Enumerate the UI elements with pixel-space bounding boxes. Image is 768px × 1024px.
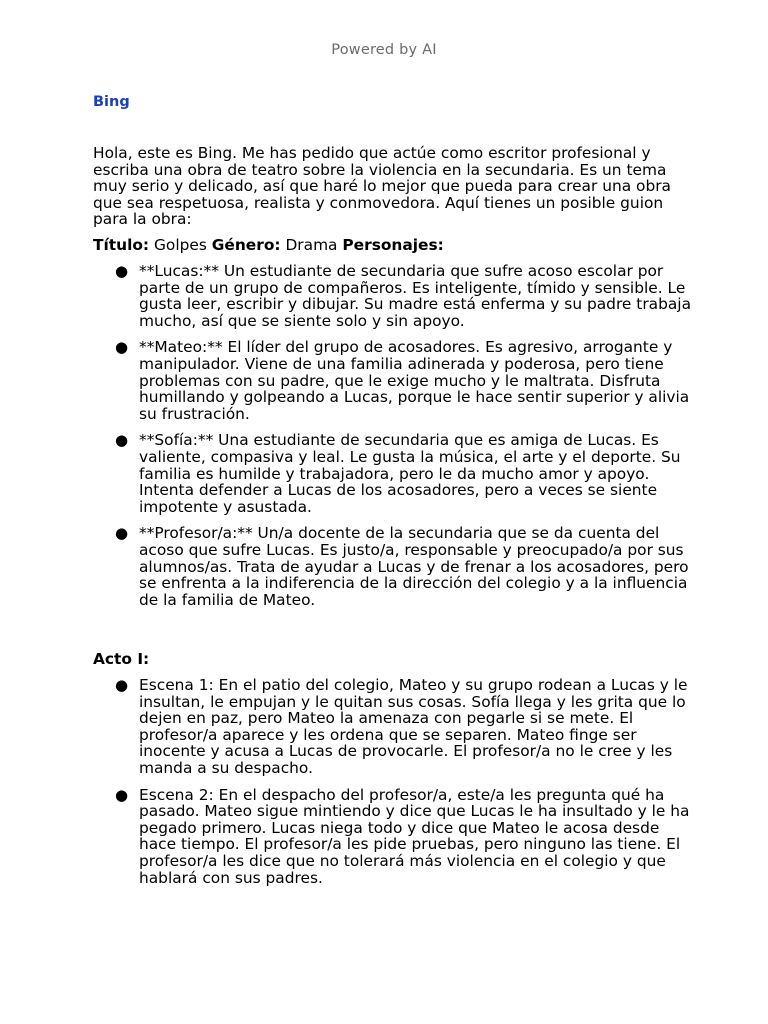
bullet-icon: ● [115, 676, 129, 694]
play-meta-line [93, 237, 693, 254]
character-description: **Mateo:** El líder del grupo de acosadores. Es agresivo, arrogante y manipulador. Viene de una familia adinerada y poderosa, pero tiene problemas con su padre, que le exige mucho y le maltrata. Disfruta humillando y golpeando a Lucas, porque le hace sentir superior y alivia su frustración. [139, 338, 690, 423]
list-item [93, 263, 693, 329]
intro-paragraph: Hola, este es Bing. Me has pedido que actúe como escritor profesional y escriba una obra de teatro sobre la violencia en la secundaria. Es un tema muy serio y delicado, así que haré lo mejor que pueda para crear una obra que sea respetuosa, realista y conmovedora. Aquí tienes un posible guion para la obra: [93, 144, 671, 229]
bullet-icon: ● [115, 785, 129, 804]
list-item [93, 432, 693, 515]
powered-by-label: Powered by AI [331, 42, 437, 58]
character-description: **Sofía:** Una estudiante de secundaria que es amiga de Lucas. Es valiente, compasiva y leal. Le gusta la música, el arte y el deporte. Su familia es humilde y trabajadora, pero le da mucho amor y apoyo. Intenta defender a Lucas de los acosadores, pero a veces se siente impotente y asustada. [139, 431, 681, 516]
scenes-list [93, 677, 693, 896]
genre-value: Drama [280, 236, 343, 254]
list-item [93, 677, 693, 777]
title-label: Título: [93, 236, 150, 254]
genre-label: Género: [211, 236, 281, 254]
character-description: **Profesor/a:** Un/a docente de la secundaria que se da cuenta del acoso que sufre Lucas. Es justo/a, responsable y preocupado/a por sus alumnos/as. Trata de ayudar a Lucas y de frenar a los acosadores, pero se enfrenta a la indiferencia de la dirección del colegio y a la influencia de la familia de Mateo. [139, 524, 689, 609]
bullet-icon: ● [115, 524, 129, 543]
title-value: Golpes [149, 236, 212, 254]
act-heading: Acto I: [93, 650, 150, 668]
author-name: Bing [93, 94, 130, 110]
scene-description: Escena 2: En el despacho del profesor/a, este/a les pregunta qué ha pasado. Mateo sigue mintiendo y dice que Lucas le ha insultado y le ha pegado primero. Lucas niega todo y dice que Mateo le acosa desde hace tiempo. El profesor/a les pide pruebas, pero ninguno las tiene. El profesor/a les dice que no tolerará más violencia en el colegio y que hablará con sus padres. [139, 785, 690, 887]
character-description: **Lucas:** Un estudiante de secundaria que sufre acoso escolar por parte de un grupo de compañeros. Es inteligente, tímido y sensible. Le gusta leer, escribir y dibujar. Su madre está enferma y su padre trabaja mucho, así que se siente solo y sin apoyo. [139, 262, 691, 330]
list-item [93, 525, 693, 608]
scene-description: Escena 1: En el patio del colegio, Mateo y su grupo rodean a Lucas y le insultan, le empujan y le quitan sus cosas. Sofía llega y les grita que lo dejen en paz, pero Mateo la amenaza con pegarle si se mete. El profesor/a aparece y les ordena que se separen. Mateo finge ser inocente y acusa a Lucas de provocarle. El profesor/a no le cree y les manda a su despacho. [139, 676, 688, 777]
characters-list [93, 263, 693, 618]
characters-label: Personajes: [342, 236, 444, 254]
list-item [93, 787, 693, 887]
bullet-icon: ● [115, 338, 129, 357]
list-item [93, 339, 693, 422]
bullet-icon: ● [115, 431, 129, 450]
bullet-icon: ● [115, 262, 129, 280]
